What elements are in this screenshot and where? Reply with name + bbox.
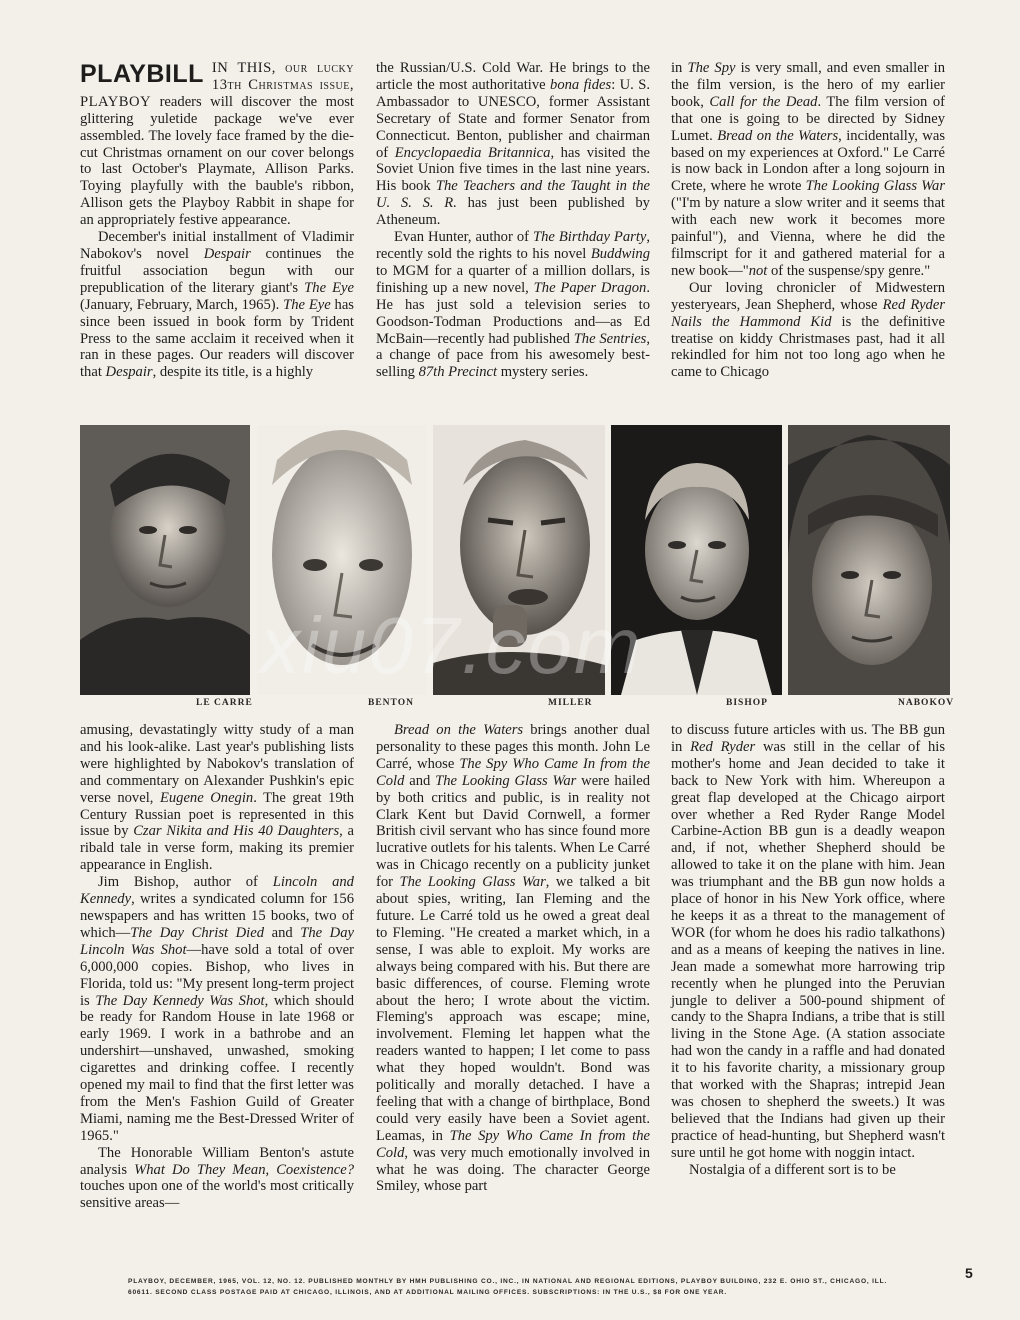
text: , recently sold the rights to his novel — [376, 229, 651, 262]
title-italic: What Do They Mean, Coexistence? — [134, 1161, 354, 1178]
title-italic: Czar Nikita and His 40 Daughters — [133, 823, 340, 840]
title-italic: The Looking Glass War — [805, 178, 946, 195]
text: , writes a syndicated column for 156 newspapers and has written 15 books, two of which— — [80, 891, 354, 941]
photo-nabokov — [788, 425, 950, 695]
text: to discuss future articles with us. The BB gun in — [671, 722, 945, 755]
title-italic: The Eye — [283, 296, 331, 313]
text: , was very much emotionally involved in what he was doing. The character George Smiley, whose part — [376, 1144, 650, 1195]
watermark: xiu07.com — [260, 601, 643, 690]
title-italic: Call for the Dead — [709, 93, 818, 110]
nabokov-paragraph — [80, 229, 354, 381]
text: Jim Bishop, author of — [98, 874, 273, 891]
hunter-paragraph — [376, 229, 650, 381]
bishop-paragraph — [80, 874, 354, 1145]
title-italic: bona fides — [550, 76, 612, 93]
title-italic: Encyclopaedia Britannica — [394, 144, 551, 161]
masthead-title: PLAYBILL — [80, 60, 204, 88]
text: (January, February, March, 1965). — [80, 296, 284, 313]
title-italic: not — [748, 262, 768, 279]
title-italic: Bread on the Waters — [394, 722, 524, 738]
title-italic: The Paper Dragon — [533, 279, 647, 296]
title-italic: Bread on the Waters — [717, 127, 839, 144]
text: were hailed by both critics and public, is in reality not Clark Kent but David Cornwell, a former British civil servant who has since found more lucrative outlets for his talents. When Le Carré was in Chicago recently on a publicity junket for — [376, 772, 650, 891]
caption-nabokov: NABOKOV — [898, 698, 955, 708]
nabokov-continued-paragraph — [80, 722, 354, 874]
title-italic: 87th Precinct — [418, 364, 498, 381]
caption-bishop: BISHOP — [726, 698, 768, 708]
text: was still in the cellar of his mother's home and Jean decided to take it back to New York with him. Whereupon a great flap developed at the Chicago airport over whether a Red Ryder Range Model Carbine-Action BB gun is a deadly weapon and, if not, whether Shepherd should be allowed to take it on the plane with him. Jean was triumphant and the BB gun now holds a place of honor in his New York office, where he keeps it as a threat to the management of WOR (for whom he does his radio talkathons) and as a means of keeping the natives in line. Jean made a somewhat more harrowing trip recently when he plunged into the Peruvian jungle to deliver a 500-pound shipment of candy to the Shapra Indians, a tribe that is still living in the Stone Age. (A station associate had won the candy in a raffle and had donated it to his favorite charity, a missionary group that worked with the Shapras; intrepid Jean was chosen to shepherd the sweets.) It was believed that the Indians had given up their practice of head-hunting, but Shepherd wasn't sure until he got home with noggin intact. — [671, 738, 946, 1161]
text: is the definitive treatise on kiddy Christmases past, had it all rekindled for him not too long ago when he came to Chicago — [671, 313, 946, 381]
intro-paragraph — [80, 60, 354, 229]
bread-on-waters-paragraph — [376, 722, 650, 1195]
title-italic: The Spy Who Came In from the Cold — [376, 755, 650, 789]
text: brings another dual personality to these pages this month. John Le Carré, whose — [376, 722, 650, 772]
title-italic: Red Ryder Nails the Hammond Kid — [671, 296, 946, 330]
text: to MGM for a quarter of a million dollars, is finishing up a new novel, — [376, 262, 650, 296]
caption-benton: BENTON — [368, 698, 414, 708]
nostalgia-paragraph: Nostalgia of a different sort is to be — [689, 1161, 896, 1178]
text: and — [264, 924, 301, 941]
column-3-bottom — [671, 722, 945, 1178]
title-italic: The Eye — [304, 279, 354, 296]
text: , which should be ready for Random House in late 1968 or early 1969. I work in a bathrobe and an undershirt—unshaved, unwashed, smoking cigarettes and drinking coffee. I recently opened my mail to find that the first letter was from the Men's Fashion Guild of Greater Miami, naming me the Best-Dressed Writer of 1965." — [80, 992, 354, 1144]
text: Our loving chronicler of Midwestern yesteryears, Jean Shepherd, whose — [671, 279, 945, 313]
text: , a ribald tale in verse form, making its premier appearance in English. — [80, 823, 355, 874]
text: , has visited the Soviet Union five times in the last nine years. His book — [376, 144, 650, 195]
benton-analysis-paragraph — [80, 1145, 354, 1213]
text: , a change of pace from his awesomely best-selling — [376, 330, 651, 381]
text: December's initial installment of Vladimir Nabokov's novel — [80, 229, 354, 262]
text: mystery series. — [497, 364, 589, 381]
title-italic: The Looking Glass War — [399, 874, 546, 891]
text: in — [671, 60, 688, 76]
text: The Honorable William Benton's astute analysis — [80, 1144, 354, 1178]
title-italic: The Spy — [687, 60, 736, 76]
title-italic: The Birthday Party — [532, 229, 647, 246]
title-italic: The Teachers and the Taught in the U. S. S. R. — [376, 178, 650, 212]
benton-paragraph — [376, 60, 650, 229]
title-italic: The Day Christ Died — [130, 924, 265, 941]
caption-le-carre: LE CARRE — [196, 698, 253, 708]
column-2-top — [376, 60, 650, 381]
column-3-top — [671, 60, 945, 381]
text: , despite its title, is a highly — [152, 364, 314, 381]
text: of the suspense/spy genre." — [767, 262, 931, 279]
intro-text-rest: readers will discover the most glittering yuletide package we've ever assembled. The lovely face framed by the die-cut Christmas ornament on our cover belongs to last October's Playmate, Allison Parks. Toying playfully with the bauble's ribbon, Allison gets the Playboy Rabbit in shape for an appropriately festive appearance. — [80, 93, 354, 229]
photo-le-carre — [80, 425, 250, 695]
title-italic: The Looking Glass War — [435, 772, 577, 789]
caption-miller: MILLER — [548, 698, 593, 708]
text: amusing, devastatingly witty study of a man and his look-alike. Last year's publishing lists were highlighted by Nabokov's translation of and commentary on Alexander Pushkin's epic verse novel, — [80, 722, 354, 806]
portrait-image — [788, 425, 950, 695]
text: continues the fruitful association begun with our prepublication of the literary giant's — [80, 245, 354, 296]
text: touches upon one of the world's most critically sensitive areas— — [80, 1178, 354, 1212]
text: —have sold a total of over 6,000,000 copies. Bishop, who lives in Florida, told us: "My present long-term project is — [80, 941, 354, 1009]
text: Evan Hunter, author of — [394, 229, 533, 246]
title-italic: The Day Kennedy Was Shot — [95, 992, 265, 1009]
page-number: 5 — [965, 1265, 973, 1281]
column-2-bottom — [376, 722, 650, 1195]
portrait-image — [80, 425, 250, 695]
bb-gun-paragraph — [671, 722, 945, 1162]
lecarre-paragraph — [671, 60, 945, 280]
column-1-top — [80, 60, 354, 381]
text: the Russian/U.S. Cold War. He brings to the article the most authoritative — [376, 60, 650, 93]
title-italic: The Day Lincoln Was Shot — [80, 924, 354, 958]
text: , incidentally, was based on my experiences at Oxford." Le Carré is now back in London after a long sojourn in Crete, where he wrote — [671, 127, 945, 195]
title-italic: The Sentries — [573, 330, 647, 347]
title-italic: Lincoln and Kennedy — [80, 874, 354, 908]
title-italic: Buddwing — [590, 245, 650, 262]
text: : U. S. Ambassador to UNESCO, former Assistant Secretary of State and former Senator from Connecticut. Benton, publisher and chairman of — [376, 76, 650, 161]
title-italic: Despair — [203, 245, 251, 262]
text: . The great 19th Century Russian poet is represented in this issue by — [80, 789, 354, 840]
shepherd-paragraph — [671, 280, 945, 381]
text: . The film version of that one is going to be directed by Sidney Lumet. — [671, 93, 945, 144]
text: has since been issued in book form by Trident Press to the same acclaim it received when it ran in these pages. Our readers will discover that — [80, 296, 354, 381]
text: has just been published by Atheneum. — [376, 195, 650, 229]
publication-info: PLAYBOY, DECEMBER, 1965, VOL. 12, NO. 12. PUBLISHED MONTHLY BY HMH PUBLISHING CO., INC., IN NATIONAL AND REGIONAL EDITIONS, PLAYBOY BUILDING, 232 E. OHIO ST., CHICAGO, ILL. 60611. SECOND CLASS POSTAGE PAID AT CHICAGO, ILLINOIS, AND AT ADDITIONAL MAILING OFFICES. SUBSCRIPTIONS: IN THE U.S., $8 FOR ONE YEAR. — [128, 1278, 888, 1296]
title-italic: Eugene Onegin — [159, 789, 254, 806]
title-italic: Despair — [105, 364, 153, 381]
text: and — [404, 772, 436, 789]
title-italic: The Spy Who Came In from the Cold — [376, 1127, 650, 1161]
text: , we talked a bit about spies, writing, Ian Fleming and the future. Le Carré told us he owed a great deal to Fleming. "He created a market which, in a sense, I was able to exploit. My works are always being compared with his. But there are basic differences, of course. Fleming wrote about the hero; I wrote about the victim. Fleming's approach was escape; mine, involvement. Fleming let happen what the readers wanted to happen; I let come to pass what they hoped wouldn't. Bond was politically and morally detached. I have a feeling that with a change of birthplace, Bond could very easily have been a Soviet agent. Leamas, in — [376, 874, 650, 1144]
intro-text: IN THIS, our lucky 13th Christmas issue, — [211, 60, 354, 93]
text: is very small, and even smaller in the film version, is the hero of my earlier book, — [671, 60, 945, 110]
title-italic: Red Ryder — [690, 738, 756, 755]
text: ("I'm by nature a slow writer and it seems that with each new work it becomes more painful"), and Vienna, where he did the filmscript for it and gathered material for a new book—" — [671, 195, 945, 279]
brand-name: PLAYBOY — [80, 93, 152, 110]
column-1-bottom — [80, 722, 354, 1212]
text: . He has just sold a television series to Goodson-Todman Productions and—as Ed McBain—recently had published — [376, 279, 650, 347]
